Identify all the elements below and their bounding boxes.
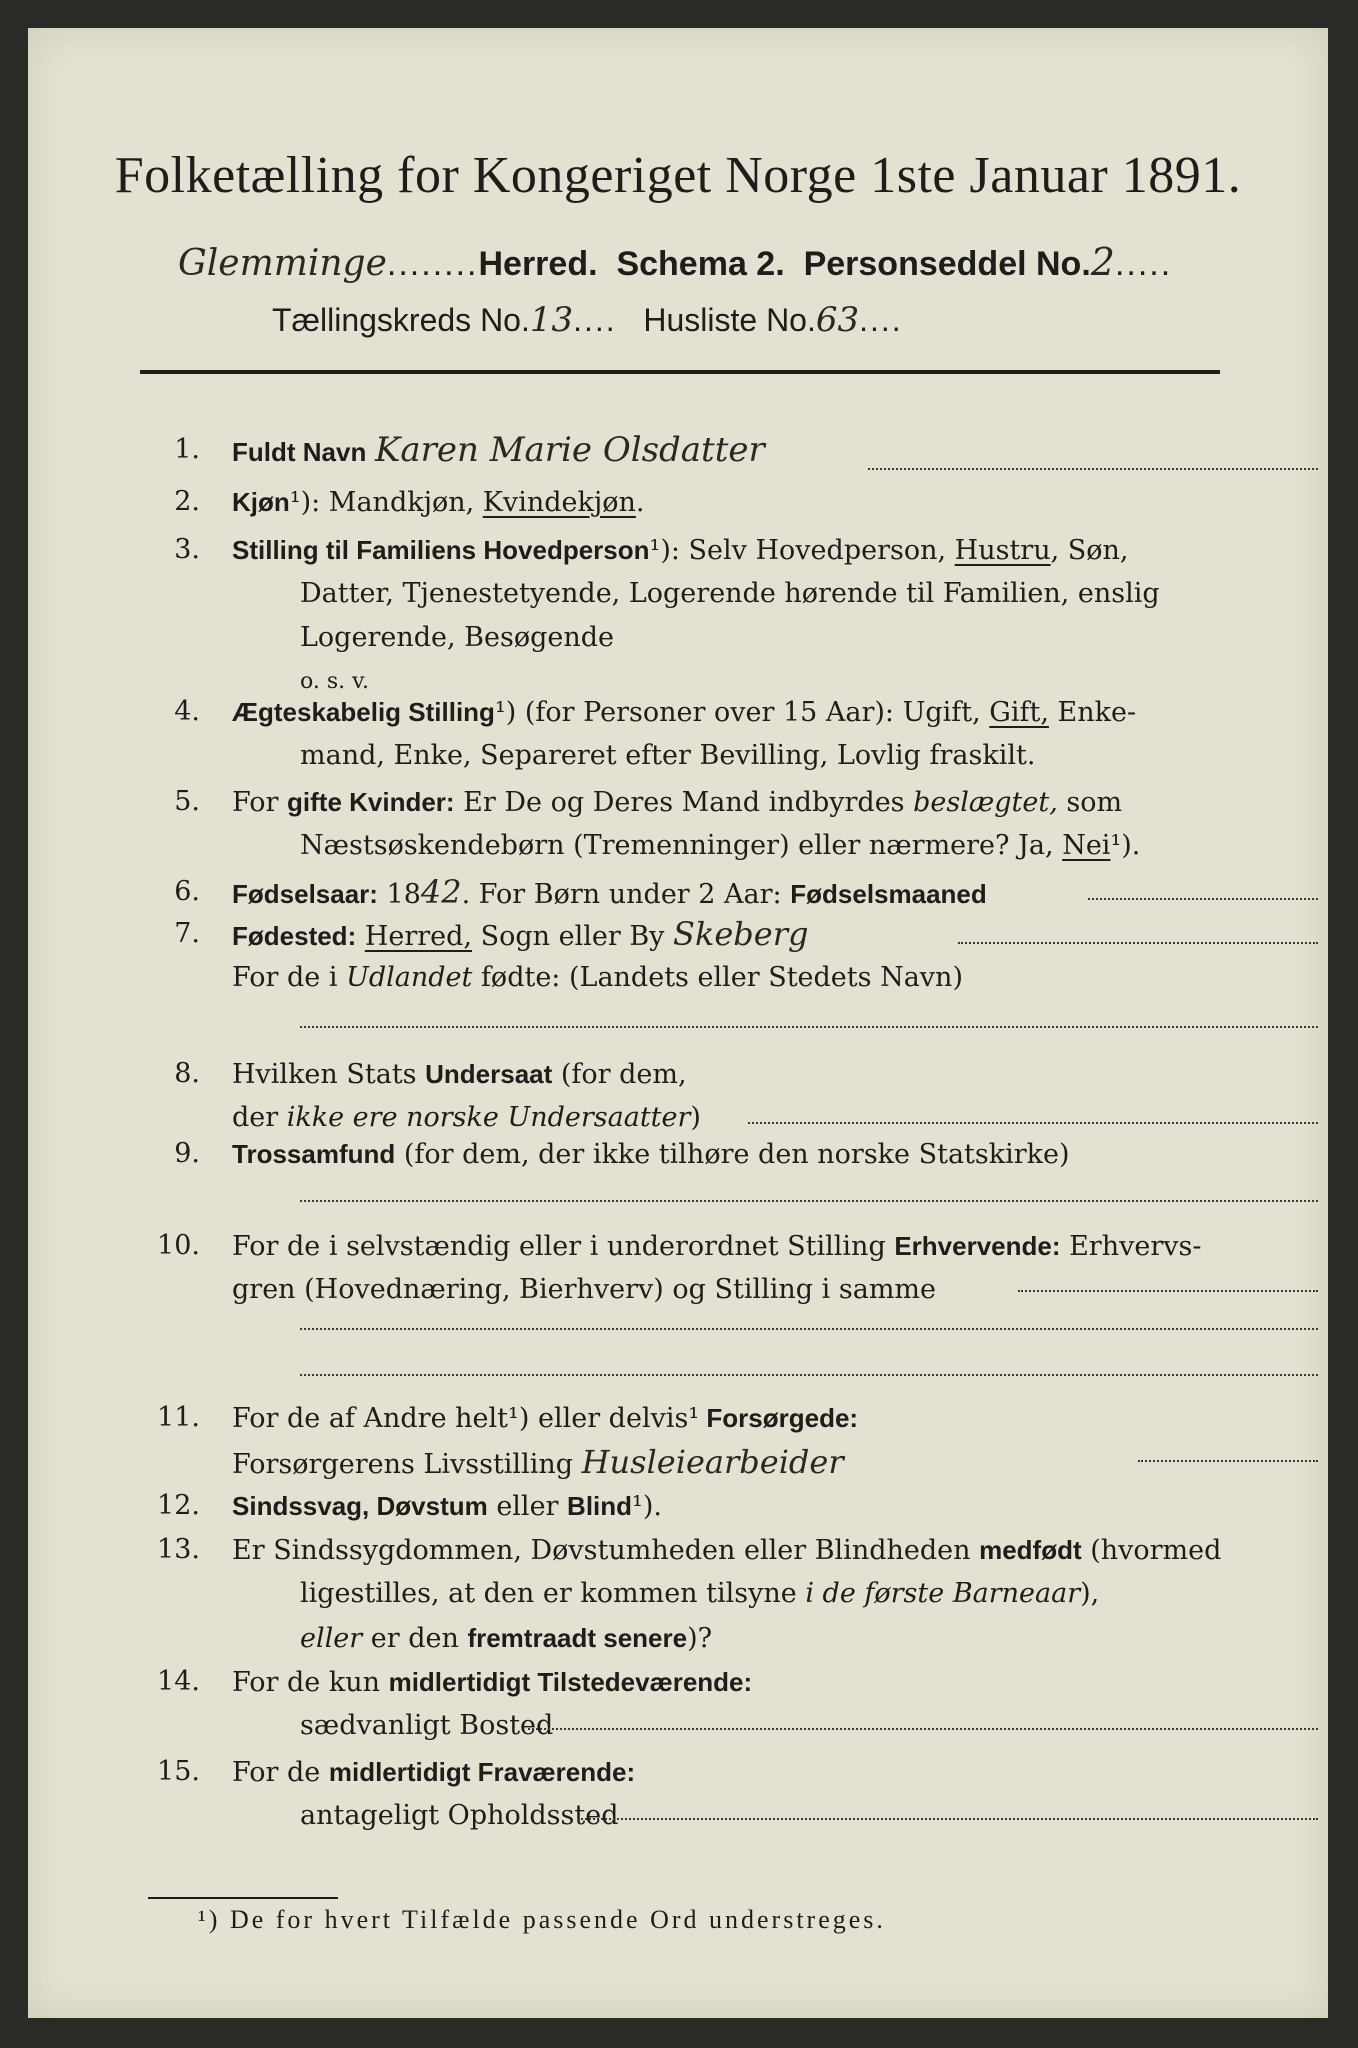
- birth-year-value: 42: [420, 873, 462, 911]
- item-8: [140, 1052, 1220, 1142]
- item-number: 5.: [174, 786, 200, 817]
- item-text: o. s. v.: [300, 669, 369, 694]
- husliste-value: 63: [815, 300, 860, 340]
- item-text: ): Mandkjøn,: [300, 487, 483, 518]
- fill-line: [1138, 1460, 1318, 1462]
- item-text: Hvilken Stats: [232, 1059, 426, 1090]
- item-text: beslægtet,: [913, 787, 1058, 818]
- husliste-label: Husliste No.: [643, 302, 816, 338]
- kreds-line: Tællingskreds No.13.... Husliste No.63....: [272, 300, 903, 340]
- item-text: Enke-: [1048, 697, 1137, 728]
- item-text: som: [1057, 787, 1123, 818]
- item-label: medfødt: [979, 1535, 1082, 1565]
- item-13: [140, 1528, 1220, 1662]
- item-text: ),: [1080, 1578, 1100, 1609]
- fill-line: [300, 1026, 1318, 1028]
- herred-line: Glemminge........Herred. Schema 2. Personseddel No.2.....: [178, 240, 1173, 284]
- fill-line: [528, 1728, 1318, 1730]
- sup-mark: ¹: [494, 697, 506, 728]
- form-title: Folketælling for Kongeriget Norge 1ste Januar 1891.: [114, 147, 1242, 204]
- item-label: Fødselsaar:: [232, 879, 378, 909]
- sup-mark: ¹: [632, 1491, 643, 1522]
- item-text: For de: [232, 1757, 329, 1788]
- item-text: )?: [687, 1623, 713, 1654]
- item-text: Erhvervs-: [1060, 1231, 1202, 1262]
- item-text: sædvanligt Bosted: [300, 1710, 554, 1741]
- item-15: [140, 1750, 1220, 1840]
- schema-label: Schema 2.: [616, 245, 785, 283]
- item-text: antageligt Opholdssted: [300, 1800, 619, 1831]
- item-label: Fødselsmaaned: [790, 879, 987, 909]
- item-11: [140, 1396, 1220, 1486]
- item-label: Fuldt Navn: [232, 437, 367, 467]
- item-text: i de første Barneaar: [805, 1578, 1081, 1609]
- personseddel-value: 2: [1090, 240, 1115, 284]
- item-label: Trossamfund: [232, 1139, 396, 1169]
- supporter-occupation-value: Husleiearbeider: [581, 1443, 844, 1481]
- item-text: (for dem, der ikke tilhøre den norske Statskirke): [395, 1139, 1070, 1170]
- item-text: (for dem,: [552, 1059, 687, 1090]
- census-form: [28, 28, 1328, 2018]
- item-number: 1.: [174, 434, 200, 465]
- item-1: [140, 428, 1220, 472]
- item-14: [140, 1660, 1220, 1750]
- item-text: mand, Enke, Separeret efter Bevilling, Lovlig fraskilt.: [300, 740, 1036, 771]
- item-text: For de kun: [232, 1667, 389, 1698]
- item-number: 14.: [157, 1666, 200, 1697]
- item-text: For de i: [232, 962, 347, 993]
- item-text: Er De og Deres Mand indbyrdes: [454, 787, 914, 818]
- item-text: ).: [642, 1491, 662, 1522]
- item-text: ): [690, 1102, 701, 1133]
- item-7: [140, 912, 1220, 1002]
- fill-line: [958, 942, 1318, 944]
- item-number: 12.: [157, 1490, 200, 1521]
- item-4: [140, 690, 1220, 780]
- item-5: [140, 780, 1220, 870]
- item-label: Blind: [567, 1491, 633, 1521]
- item-text: For de i selvstændig eller i underordnet Stilling: [232, 1231, 895, 1262]
- underlined-choice: Nei: [1062, 830, 1111, 861]
- item-number: 3.: [174, 534, 200, 565]
- underlined-choice: Hustru: [954, 535, 1051, 566]
- kreds-value: 13: [529, 300, 574, 340]
- item-text: Udlandet: [346, 962, 473, 993]
- item-label: Fødested:: [232, 921, 357, 951]
- item-text: eller: [300, 1623, 363, 1654]
- header-rule: [140, 370, 1220, 374]
- footnote: ¹) De for hvert Tilfælde passende Ord understreges.: [198, 1905, 886, 1934]
- item-text: Datter, Tjenestetyende, Logerende hørende til Familien, enslig: [300, 578, 1160, 609]
- item-text: ) eller delvis: [518, 1403, 689, 1434]
- fill-line: [1018, 1290, 1318, 1292]
- item-text: Er Sindssygdommen, Døvstumheden eller Blindheden: [232, 1535, 980, 1566]
- item-2: [140, 480, 1220, 524]
- full-name-value: Karen Marie Olsdatter: [374, 430, 765, 470]
- fill-line: [1088, 898, 1318, 900]
- item-label: midlertidigt Fraværende:: [328, 1757, 636, 1787]
- item-number: 13.: [157, 1534, 200, 1565]
- item-number: 9.: [174, 1138, 200, 1169]
- herred-label: Herred.: [478, 245, 598, 283]
- item-label: Undersaat: [425, 1059, 553, 1089]
- sup-mark: ¹: [289, 487, 301, 518]
- item-number: 10.: [157, 1230, 200, 1261]
- item-text: eller: [487, 1491, 568, 1522]
- fill-line: [748, 1122, 1318, 1124]
- item-text: 18: [377, 879, 421, 910]
- fill-line: [868, 468, 1318, 470]
- item-text: For: [232, 787, 288, 818]
- item-text: . For Børn under 2 Aar:: [461, 879, 791, 910]
- personseddel-label: Personseddel No.: [803, 245, 1091, 283]
- item-number: 6.: [174, 876, 200, 907]
- item-text: ligestilles, at den er kommen tilsyne: [300, 1578, 806, 1609]
- underlined-choice: Gift,: [989, 697, 1049, 728]
- item-label: Stilling til Familiens Hovedperson: [232, 535, 650, 565]
- fill-line: [300, 1328, 1318, 1330]
- item-text: er den: [362, 1623, 468, 1654]
- underlined-choice: Herred,: [364, 921, 473, 952]
- item-text: Forsørgerens Livsstilling: [232, 1449, 574, 1480]
- item-text: fødte: (Landets eller Stedets Navn): [472, 962, 963, 993]
- item-text: der: [232, 1102, 287, 1133]
- fill-line: [300, 1200, 1318, 1202]
- item-text: For de af Andre helt: [232, 1403, 509, 1434]
- item-number: 8.: [174, 1058, 200, 1089]
- item-text: ): Selv Hovedperson,: [660, 535, 955, 566]
- sup-mark: ¹: [649, 535, 661, 566]
- item-text: ikke ere norske Undersaatter: [286, 1102, 691, 1133]
- item-12: [140, 1484, 1220, 1528]
- kreds-label: Tællingskreds No.: [272, 302, 530, 338]
- sup-mark: ¹: [688, 1403, 700, 1434]
- item-label: Ægteskabelig Stilling: [232, 697, 495, 727]
- item-text: Logerende, Besøgende: [300, 622, 614, 653]
- birthplace-value: Skeberg: [673, 915, 809, 953]
- item-number: 7.: [174, 918, 200, 949]
- footnote-rule: [148, 1897, 338, 1899]
- item-text: ¹).: [1110, 830, 1141, 861]
- item-label: gifte Kvinder:: [287, 787, 455, 817]
- fill-line: [578, 1818, 1318, 1820]
- herred-value: Glemminge: [178, 243, 387, 284]
- item-text: ) (for Personer over 15 Aar): Ugift,: [505, 697, 990, 728]
- item-text: (hvormed: [1081, 1535, 1222, 1566]
- underlined-choice: Kvindekjøn: [482, 487, 636, 518]
- item-text: Næstsøskendebørn (Tremenninger) eller nærmere? Ja,: [300, 830, 1063, 861]
- item-number: 15.: [157, 1756, 200, 1787]
- sup-mark: ¹: [508, 1403, 519, 1434]
- item-9: [140, 1132, 1220, 1176]
- item-number: 11.: [157, 1402, 200, 1433]
- fill-line: [300, 1374, 1318, 1376]
- item-label: Forsørgede:: [699, 1403, 859, 1433]
- item-label: fremtraadt senere: [467, 1623, 688, 1653]
- item-10: [140, 1224, 1220, 1314]
- item-3: [140, 528, 1220, 708]
- item-number: 2.: [174, 486, 200, 517]
- item-label: Kjøn: [232, 487, 290, 517]
- item-label: midlertidigt Tilstedeværende:: [388, 1667, 753, 1697]
- item-number: 4.: [174, 696, 200, 727]
- item-text: Sogn eller By: [472, 921, 665, 952]
- item-6: [140, 870, 1220, 914]
- item-text: gren (Hovednæring, Bierhverv) og Stilling i samme: [232, 1274, 937, 1305]
- item-text: , Søn,: [1050, 535, 1129, 566]
- item-label: Sindssvag, Døvstum: [232, 1491, 488, 1521]
- item-label: Erhvervende:: [894, 1231, 1061, 1261]
- item-text: .: [635, 487, 645, 518]
